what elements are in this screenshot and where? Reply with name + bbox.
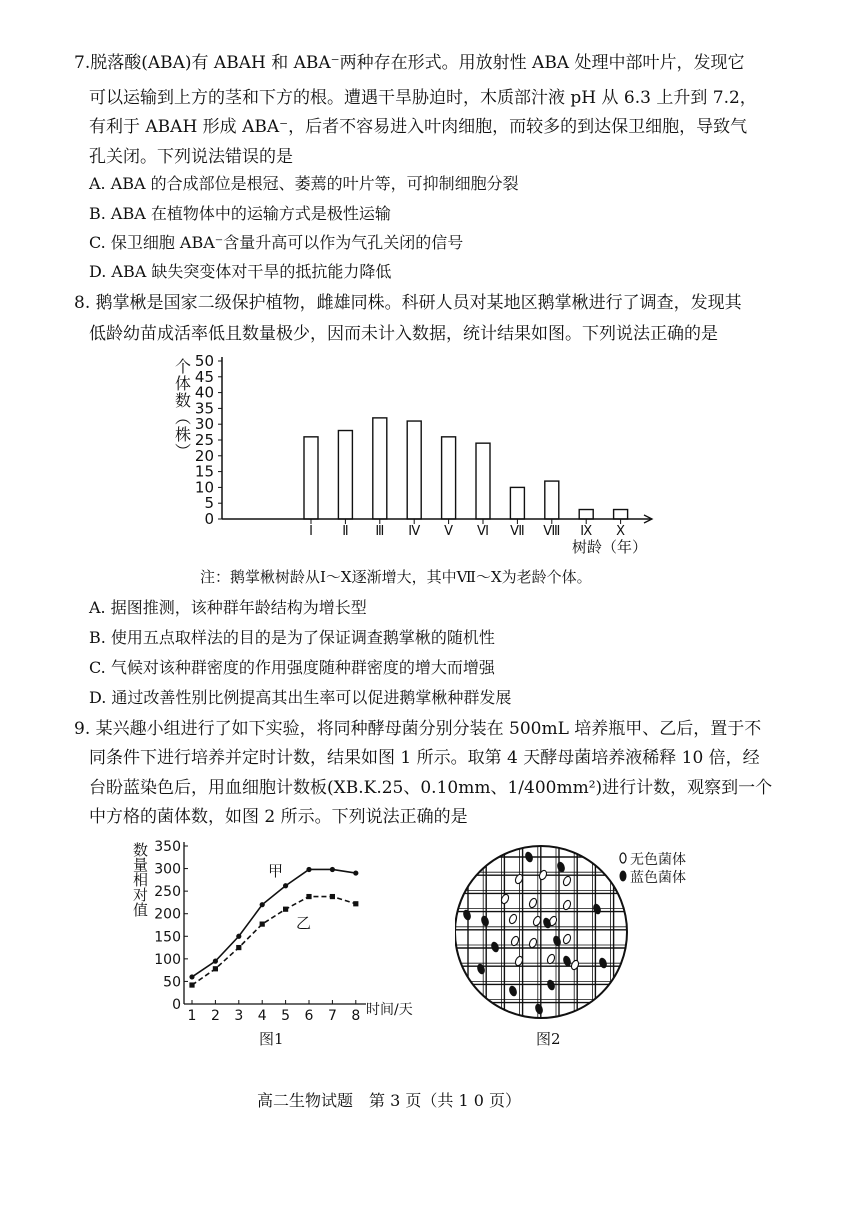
chart1-y-tick-label: 35: [194, 399, 214, 418]
series-jia-point: [353, 870, 358, 875]
chart2-y-tick-label: 50: [163, 974, 181, 991]
age-structure-bar-chart: [160, 348, 670, 562]
series-yi-point: [283, 907, 288, 912]
chart1-bar: [407, 421, 421, 519]
chart2-y-tick-label: 100: [154, 951, 181, 968]
blue-cell: [480, 915, 490, 928]
chart2-y-tick-label: 200: [154, 906, 181, 923]
q8-option-c: C. 气候对该种群密度的作用强度随种群密度的增大而增强: [89, 658, 495, 677]
colorless-cell: [570, 959, 580, 970]
chart1-x-tick-label: Ⅹ: [616, 524, 626, 539]
blue-cell: [508, 985, 518, 998]
q8-line-1: 8. 鹅掌楸是国家二级保护植物，雌雄同株。科研人员对某地区鹅掌楸进行了调查，发现其: [74, 293, 742, 313]
chart1-x-tick-label: Ⅱ: [342, 524, 349, 539]
chart2-x-tick-label: 4: [257, 1008, 267, 1024]
legend: [620, 851, 687, 886]
q8-line-2: 低龄幼苗成活率低且数量极少，因而未计入数据，统计结果如图。下列说法正确的是: [89, 324, 718, 344]
blue-cell: [598, 957, 608, 970]
q8-figure-note: 注：鹅掌楸树龄从Ⅰ～Ⅹ逐渐增大，其中Ⅶ～Ⅹ为老龄个体。: [200, 568, 592, 586]
colorless-cell: [508, 913, 518, 924]
chart1-y-tick-label: 25: [194, 431, 214, 449]
blue-cell-icon: [620, 871, 627, 882]
blue-cell: [476, 963, 486, 976]
chart1-x-tick-label: Ⅵ: [477, 524, 489, 539]
chart2-y-tick-label: 0: [172, 997, 181, 1013]
chart1-bar: [476, 443, 490, 519]
q7-option-c: C. 保卫细胞 ABA⁻含量升高可以作为气孔关闭的信号: [89, 233, 464, 252]
q9-line-2: 同条件下进行培养并定时计数，结果如图 1 所示。取第 4 天酵母菌培养液稀释 10 倍，经: [89, 748, 760, 768]
chart1-x-tick-label: Ⅰ: [309, 524, 313, 539]
chart1-bar: [545, 481, 559, 519]
blue-cell: [490, 941, 500, 954]
colorless-cell: [562, 933, 572, 944]
chart1-bar: [510, 487, 524, 519]
chart2-x-tick-label: 3: [234, 1008, 244, 1024]
chart1-y-tick-label: 50: [194, 352, 214, 370]
chart1-ylabel: 个体数（株）: [172, 358, 192, 460]
q7-option-d: D. ABA 缺失突变体对干旱的抵抗能力降低: [89, 262, 392, 281]
chart1-y-tick-label: 10: [194, 478, 214, 497]
q7-line-4: 孔关闭。下列说法错误的是: [89, 147, 293, 167]
chart1-x-tick-label: Ⅲ: [375, 524, 385, 539]
blue-cell: [462, 909, 472, 922]
q7-line-3: 有利于 ABAH 形成 ABA⁻，后者不容易进入叶肉细胞，而较多的到达保卫细胞，导致气: [89, 117, 748, 137]
blue-cell: [592, 903, 602, 916]
series-jia-point: [260, 902, 265, 907]
q8-option-a: A. 据图推测，该种群年龄结构为增长型: [89, 598, 367, 617]
series-jia-point: [236, 934, 241, 939]
series-jia-point: [283, 883, 288, 888]
q8-option-b: B. 使用五点取样法的目的是为了保证调查鹅掌楸的随机性: [89, 628, 495, 647]
blue-cell: [552, 935, 562, 948]
legend-colorless: 无色菌体: [630, 852, 686, 868]
chart1-x-tick-label: Ⅸ: [580, 524, 593, 539]
series-yi-point: [260, 921, 265, 926]
yeast-growth-line-chart: [130, 836, 430, 1036]
series-yi-point: [330, 894, 335, 899]
q7-option-a: A. ABA 的合成部位是根冠、萎蔫的叶片等，可抑制细胞分裂: [89, 174, 519, 193]
chart2-x-tick-label: 8: [351, 1008, 361, 1024]
colorless-cell: [538, 869, 548, 880]
chart2-x-tick-label: 6: [304, 1008, 314, 1024]
chart1-y-tick-label: 20: [194, 446, 214, 465]
q9-line-3: 台盼蓝染色后，用血细胞计数板(XB.K.25、0.10mm、1/400mm²)进行计数，观察到一个: [89, 778, 773, 798]
colorless-cell: [562, 875, 572, 886]
legend-blue: 蓝色菌体: [630, 870, 686, 886]
chart1-y-tick-label: 5: [204, 494, 214, 513]
figure-2-caption: 图2: [536, 1030, 561, 1048]
chart1-bar: [614, 510, 628, 519]
series-yi-point: [236, 945, 241, 950]
chart1-x-tick-label: Ⅷ: [543, 524, 561, 539]
chart1-bar: [338, 431, 352, 519]
series-yi-line: [192, 897, 356, 985]
chart1-bar: [304, 437, 318, 519]
colorless-cell-icon: [620, 853, 626, 863]
chart1-x-tick-label: Ⅳ: [408, 524, 421, 539]
series-jia-point: [306, 867, 311, 872]
chart2-x-tick-label: 7: [327, 1008, 337, 1024]
colorless-cell: [528, 897, 538, 908]
q7-line-1: 7.脱落酸(ABA)有 ABAH 和 ABA⁻两种存在形式。用放射性 ABA 处理中部叶片，发现它: [74, 53, 745, 73]
series-yi-point: [306, 894, 311, 899]
chart1-bar: [442, 437, 456, 519]
blue-cell: [546, 979, 556, 992]
series-jia-point: [330, 867, 335, 872]
series-jia-point: [189, 974, 194, 979]
q8-option-d: D. 通过改善性别比例提高其出生率可以促进鹅掌楸种群发展: [89, 688, 512, 707]
chart2-ylabel: 数量相对值: [131, 842, 149, 917]
series-yi-point: [353, 901, 358, 906]
chart2-x-tick-label: 5: [281, 1008, 291, 1024]
chart1-y-tick-label: 45: [194, 367, 214, 386]
hemocytometer-square-diagram: [455, 845, 705, 1025]
chart1-bar: [373, 418, 387, 519]
chart1-y-tick-label: 15: [194, 462, 214, 481]
q7-line-2: 可以运输到上方的茎和下方的根。遭遇干旱胁迫时，木质部汁液 pH 从 6.3 上升到 7.2，: [89, 88, 757, 108]
series-jia-label: 甲: [268, 862, 284, 880]
colorless-cell: [528, 937, 538, 948]
chart2-xlabel: 时间/天: [366, 1002, 413, 1018]
chart2-y-tick-label: 250: [154, 884, 181, 901]
series-yi-point: [189, 982, 194, 987]
series-yi-label: 乙: [296, 914, 312, 932]
series-jia-point: [213, 959, 218, 964]
chart1-y-tick-label: 30: [194, 415, 214, 434]
q7-option-b: B. ABA 在植物体中的运输方式是极性运输: [89, 204, 391, 223]
chart2-y-tick-label: 300: [154, 861, 181, 878]
page-footer: 高二生物试题 第 3 页（共 1 0 页）: [257, 1091, 521, 1110]
q9-line-1: 9. 某兴趣小组进行了如下实验，将同种酵母菌分别分装在 500mL 培养瓶甲、乙后，置于不: [74, 719, 762, 739]
q9-line-4: 中方格的菌体数，如图 2 所示。下列说法正确的是: [89, 807, 468, 827]
blue-cell: [534, 1003, 544, 1016]
chart1-y-tick-label: 40: [194, 383, 214, 402]
blue-cell: [556, 861, 566, 874]
chart1-y-tick-label: 0: [204, 510, 214, 528]
chart2-y-tick-label: 350: [154, 839, 181, 855]
chart1-x-tick-label: Ⅶ: [510, 524, 525, 539]
chart2-y-tick-label: 150: [154, 929, 181, 946]
chart2-x-tick-label: 2: [210, 1008, 220, 1024]
chart1-xlabel: 树龄（年）: [572, 538, 648, 556]
blue-cell: [524, 851, 534, 864]
chart1-x-tick-label: Ⅴ: [444, 524, 454, 539]
chart2-x-tick-label: 1: [187, 1008, 197, 1024]
chart1-bar: [579, 510, 593, 519]
series-yi-point: [213, 966, 218, 971]
blue-cell: [562, 955, 572, 968]
figure-1-caption: 图1: [259, 1030, 284, 1048]
